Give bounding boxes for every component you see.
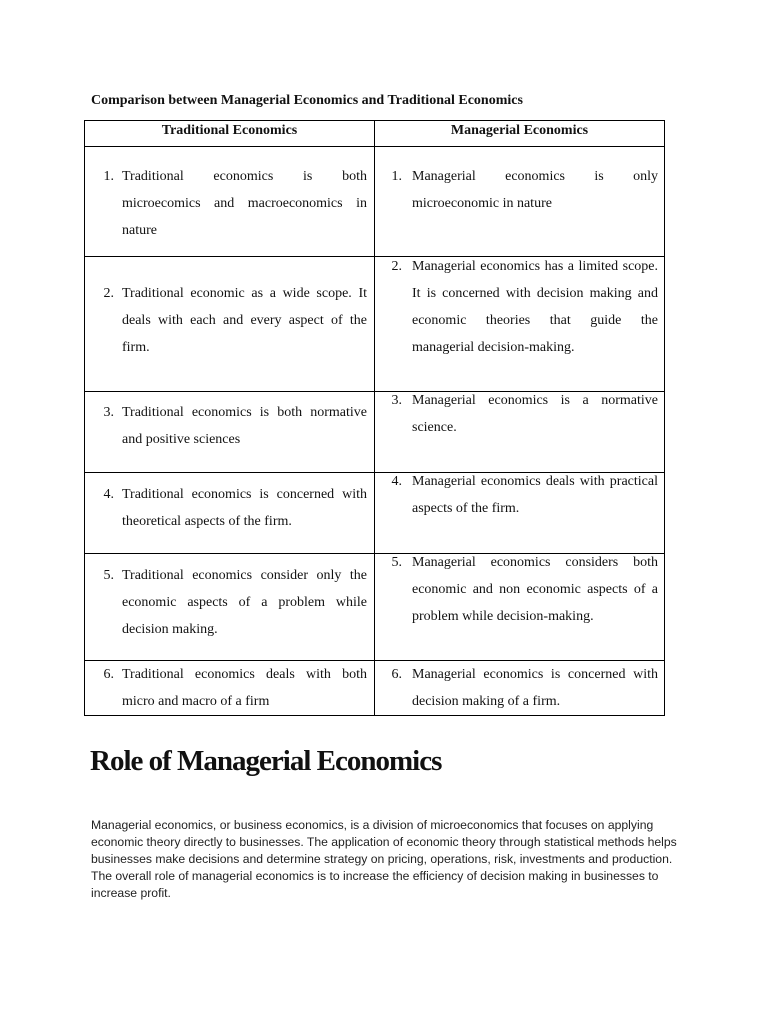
item-number: 5. — [103, 568, 114, 583]
item-text: Managerial economics is only microeconomic in nature — [412, 169, 658, 211]
table-row — [85, 473, 665, 554]
table-row — [85, 392, 665, 473]
traditional-cell — [85, 473, 375, 554]
section-paragraph: Managerial economics, or business economics, is a division of microeconomics that focuses on applying economic theory directly to businesses. The application of economic theory through statistical methods helps businesses make decisions and determine strategy on pricing, operations, risk, investments and production. The overall role of managerial economics is to increase the efficiency of decision making in businesses to increase profit. — [91, 818, 677, 900]
item-text: Traditional economics is both normative and positive sciences — [122, 405, 367, 447]
table-row — [85, 554, 665, 661]
item-number: 3. — [391, 393, 402, 408]
header-managerial: Managerial Economics — [375, 121, 665, 147]
traditional-cell — [85, 147, 375, 257]
item-text: Managerial economics deals with practical aspects of the firm. — [412, 474, 658, 516]
item-number: 6. — [391, 667, 402, 682]
table-header-row — [85, 121, 665, 147]
traditional-cell — [85, 661, 375, 716]
managerial-cell — [375, 661, 665, 716]
managerial-cell — [375, 147, 665, 257]
item-number: 3. — [103, 405, 114, 420]
item-text: Managerial economics considers both economic and non economic aspects of a problem while decision-making. — [412, 555, 658, 624]
item-text: Managerial economics is a normative science. — [412, 393, 658, 435]
traditional-cell — [85, 392, 375, 473]
header-traditional: Traditional Economics — [85, 121, 375, 147]
item-number: 2. — [103, 286, 114, 301]
section-heading: Role of Managerial Economics — [90, 745, 442, 777]
item-text: Managerial economics has a limited scope. It is concerned with decision making and economic theories that guide the managerial decision-making. — [412, 259, 658, 355]
item-number: 1. — [103, 169, 114, 184]
table-row — [85, 661, 665, 716]
managerial-cell — [375, 473, 665, 554]
item-text: Traditional economic as a wide scope. It deals with each and every aspect of the firm. — [122, 286, 367, 355]
managerial-cell — [375, 257, 665, 392]
item-number: 1. — [391, 169, 402, 184]
item-number: 6. — [103, 667, 114, 682]
item-text: Traditional economics deals with both micro and macro of a firm — [122, 667, 367, 709]
item-number: 4. — [103, 487, 114, 502]
table-row — [85, 257, 665, 392]
item-number: 5. — [391, 555, 402, 570]
item-number: 4. — [391, 474, 402, 489]
table-row — [85, 147, 665, 257]
item-text: Managerial economics is concerned with decision making of a firm. — [412, 667, 658, 709]
comparison-table — [84, 120, 665, 716]
managerial-cell — [375, 392, 665, 473]
item-text: Traditional economics is concerned with theoretical aspects of the firm. — [122, 487, 367, 529]
table-caption: Comparison between Managerial Economics and Traditional Economics — [91, 93, 523, 108]
traditional-cell — [85, 257, 375, 392]
managerial-cell — [375, 554, 665, 661]
item-text: Traditional economics consider only the economic aspects of a problem while decision making. — [122, 568, 367, 637]
traditional-cell — [85, 554, 375, 661]
item-text: Traditional economics is both microecomics and macroeconomics in nature — [122, 169, 367, 238]
item-number: 2. — [391, 259, 402, 274]
